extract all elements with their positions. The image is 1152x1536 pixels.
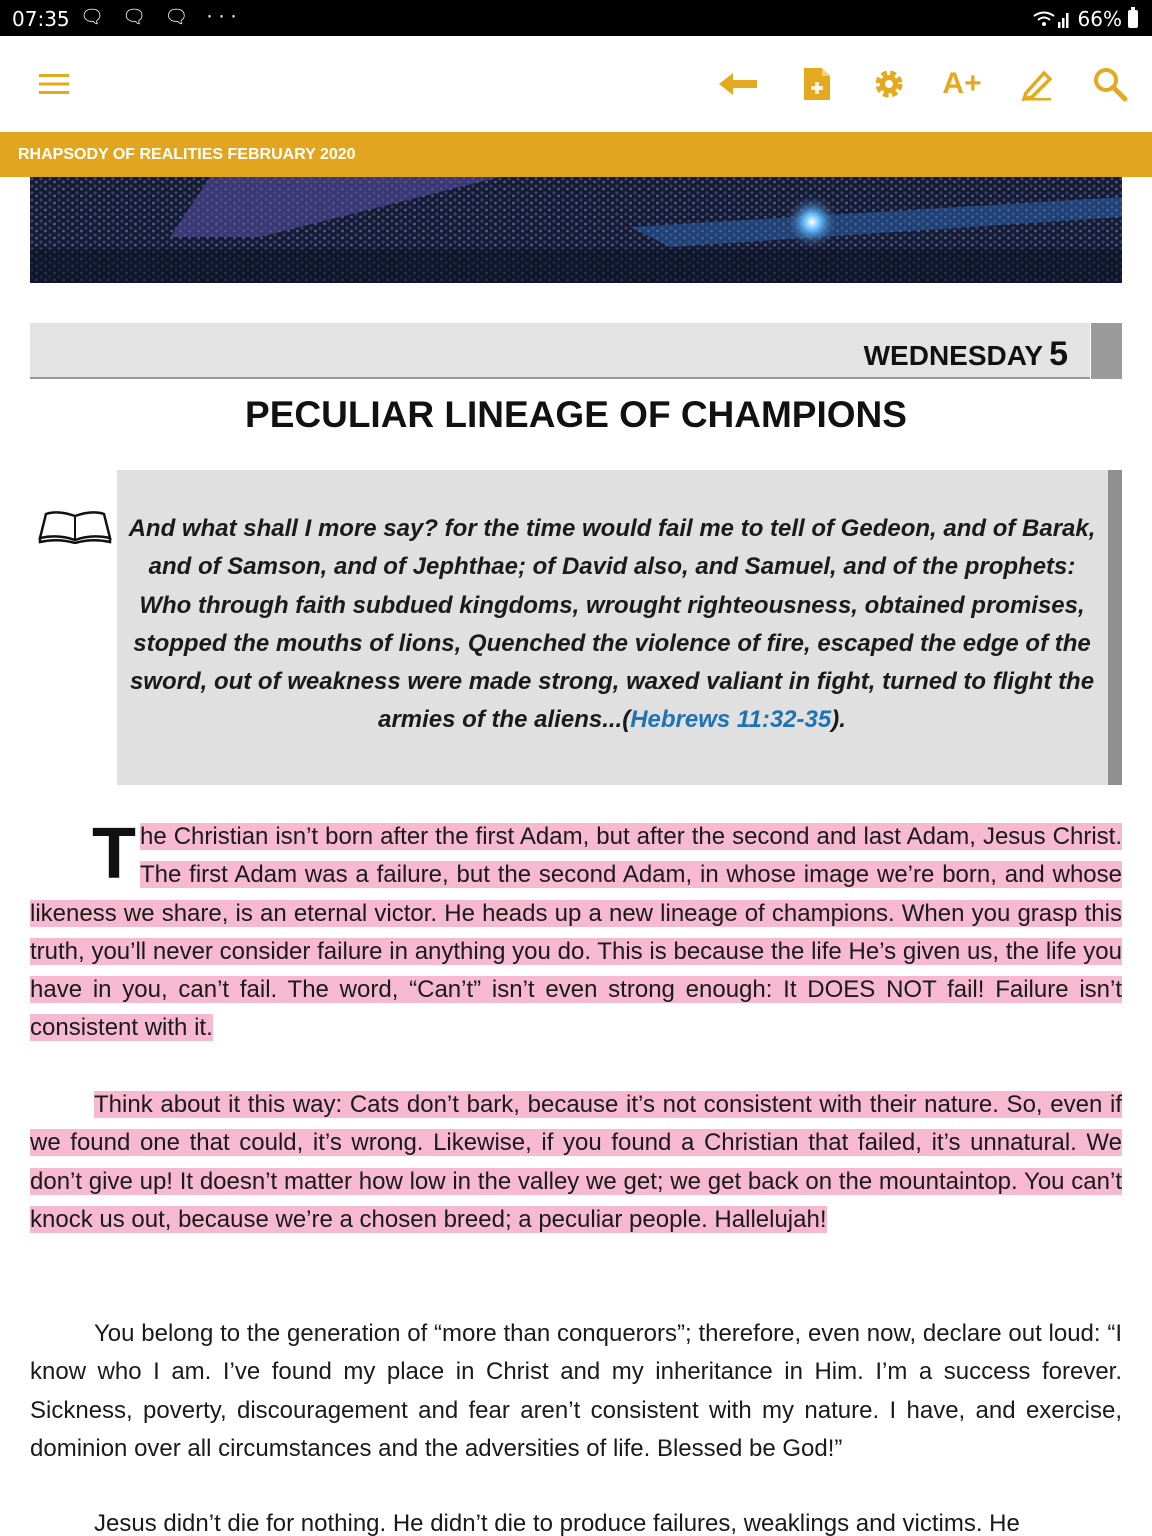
menu-icon[interactable] [32,62,76,106]
paragraph-2 [30,1086,1122,1239]
status-time: 07:35 [12,7,70,31]
wifi-signal-icon [1032,9,1072,29]
settings-gear-icon[interactable] [867,62,911,106]
day-header-accent [1091,323,1122,379]
app-toolbar [0,36,1152,132]
drop-cap: T [92,814,136,894]
day-number: 5 [1049,335,1068,373]
search-icon[interactable] [1088,62,1132,106]
header-photo [30,177,1122,283]
publication-title: RHAPSODY OF REALITIES FEBRUARY 2020 [18,146,356,163]
scripture-body: And what shall I more say? for the time would fail me to tell of Gedeon, and of Barak, and of Samson, and of Jephthae; of David also, and Samuel, and of the prophets: Who through faith subdued kingdoms, wrought righteousness, obtained promises, stopped the mouths of lions, Quenched the violence of fire, escaped the edge of the sword, out of weakness were made strong, waxed valiant in fight, turned to flight the armies of the aliens...( [128,515,1096,734]
open-book-icon [38,510,112,544]
back-arrow-icon[interactable] [716,62,760,106]
weekday: WEDNESDAY [863,340,1044,371]
edit-pencil-icon[interactable] [1015,62,1059,106]
scripture-reference-link[interactable]: Hebrews 11:32-35 [630,706,832,734]
highlighted-text-2[interactable]: Think about it this way: Cats don’t bark, because it’s not consistent with their nature. So, even if we found one that could, it’s wrong. Likewise, if you found a Christian that failed, it’s unnatural. We don’t give up! It doesn’t matter how low in the valley we get; we get back on the mountaintop. You can’t knock us out, because we’re a chosen breed; a peculiar people. Hallelujah! [30,1091,1122,1233]
article-title: PECULIAR LINEAGE OF CHAMPIONS [245,394,907,435]
notification-icons: 🗨 🗨 🗨 ··· [80,6,243,28]
scripture-box [117,470,1108,785]
paragraph-4: Jesus didn’t die for nothing. He didn’t die to produce failures, weaklings and victims. He [94,1510,1020,1536]
day-label [864,335,1068,374]
paragraph-3: You belong to the generation of “more than conquerors”; therefore, even now, declare out loud: “I know who I am. I’ve found my place in Christ and my inheritance in Him. I’m a success forever. Sickness, poverty, discouragement and fear aren’t consistent with my nature. I have, and exercise, dominion over all circumstances and the adversities of life. Blessed be God!” [30,1320,1122,1462]
highlighted-text-1[interactable]: he Christian isn’t born after the first Adam, but after the second and last Adam, Jesus Christ. The first Adam was a failure, but the second Adam, in whose image we’re born, and whose likeness we share, is an eternal victor. He heads up a new lineage of champions. When you grasp this truth, you’ll never consider failure in anything you do. This is because the life He’s given us, the life you have in you, can’t fail. The word, “Can’t” isn’t even strong enough: It DOES NOT fail! Failure isn’t consistent with it. [30,823,1122,1042]
scripture-text [127,510,1097,740]
day-header [30,323,1090,379]
font-size-icon[interactable]: A+ [942,67,982,100]
battery-icon [1128,10,1138,28]
paragraph-1 [30,814,1122,1048]
crowd-image [30,177,1122,283]
publication-banner [0,132,1152,177]
battery-level: 66% [1077,7,1122,31]
scripture-closing: ). [831,706,846,734]
scripture-box-accent [1108,470,1122,785]
status-bar [0,0,1152,36]
status-right [1032,7,1138,31]
add-note-icon[interactable] [795,62,839,106]
